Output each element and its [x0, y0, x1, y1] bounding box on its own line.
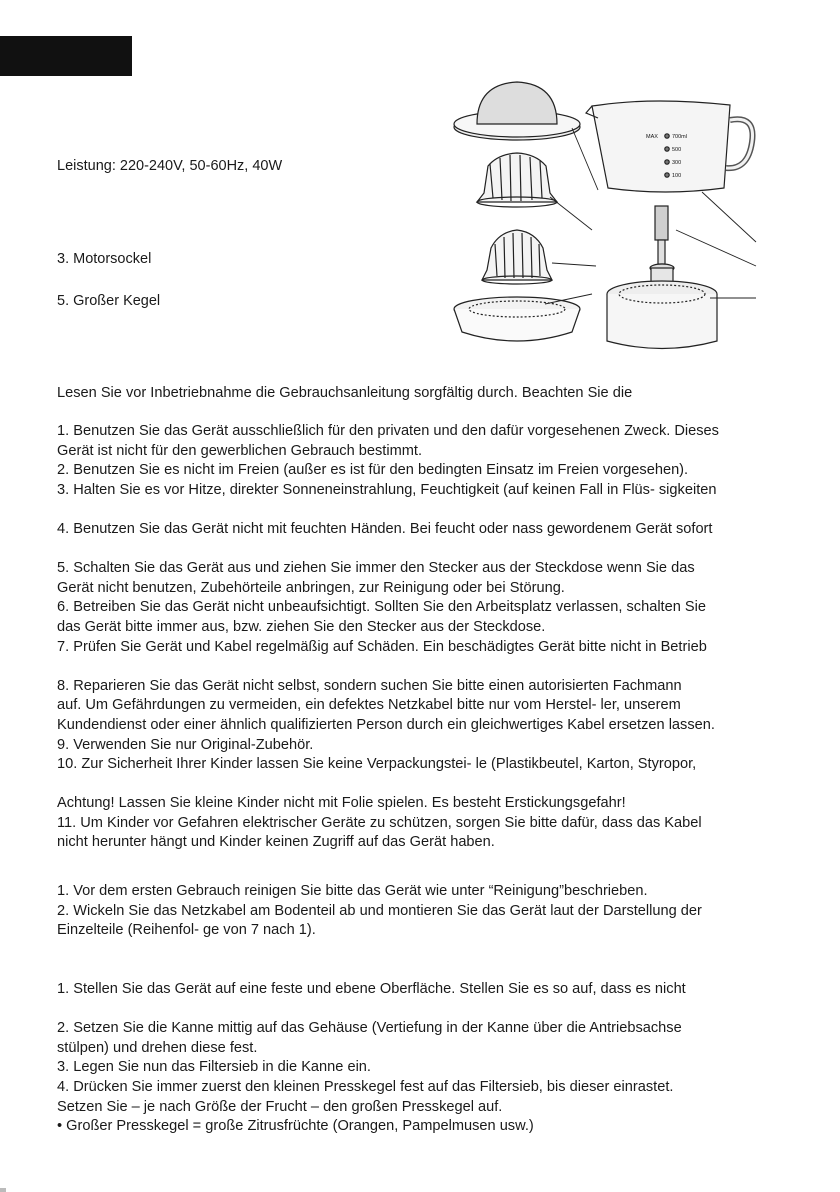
large-cone-part: [477, 153, 557, 207]
safety-line: 3. Halten Sie es vor Hitze, direkter Sonneneinstrahlung, Feuchtigkeit (auf keinen Fall in Flüs- sigkeiten: [57, 481, 717, 498]
usage-line: 1. Stellen Sie das Gerät auf eine feste und ebene Oberfläche. Stellen Sie es so auf, dass es nicht: [57, 981, 686, 997]
safety-instructions: [57, 422, 792, 853]
safety-line: 9. Verwenden Sie nur Original-Zubehör.: [57, 736, 314, 753]
safety-line: Kundendienst oder einer ähnlich qualifizierten Person durch ein gleichwertiges Kabel ersetzen lassen.: [57, 716, 715, 733]
lid-dome-part: [454, 82, 580, 140]
language-tab: [0, 36, 132, 76]
safety-line: Gerät nicht benutzen, Zubehörteile anbringen, zur Reinigung oder bei Störung.: [57, 579, 565, 596]
part-label-large-cone: 5. Großer Kegel: [57, 293, 161, 309]
setup-instructions: [57, 882, 792, 941]
usage-line: Setzen Sie – je nach Größe der Frucht – den großen Presskegel auf.: [57, 1098, 503, 1115]
small-cone-part: [482, 230, 552, 284]
part-label-motor-base: 3. Motorsockel: [57, 251, 152, 267]
usage-instructions: [57, 980, 792, 1137]
jug-scale-100: 100: [672, 173, 682, 179]
intro-paragraph: [57, 384, 792, 404]
jug-part: [586, 101, 753, 192]
usage-line: 2. Setzen Sie die Kanne mittig auf das Gehäuse (Vertiefung in der Kanne über die Antriebsachse: [57, 1020, 682, 1037]
usage-line: 3. Legen Sie nun das Filtersieb in die Kanne ein.: [57, 1059, 371, 1076]
filter-sieve-part: [454, 297, 580, 341]
usage-line: 4. Drücken Sie immer zuerst den kleinen Presskegel fest auf das Filtersieb, bis dieser einrastet.: [57, 1078, 674, 1095]
exploded-parts-diagram: [440, 80, 770, 360]
usage-line: • Großer Presskegel = große Zitrusfrüchte (Orangen, Pampelmusen usw.): [57, 1118, 534, 1135]
safety-line: 2. Benutzen Sie es nicht im Freien (außer es ist für den bedingten Einsatz im Freien vorgesehen).: [57, 462, 689, 479]
safety-line: 6. Betreiben Sie das Gerät nicht unbeaufsichtigt. Sollten Sie den Arbeitsplatz verlassen, schalten Sie: [57, 599, 706, 616]
safety-line: 11. Um Kinder vor Gefahren elektrischer Geräte zu schützen, sorgen Sie bitte dafür, dass das Kabel: [57, 814, 702, 831]
safety-line: 10. Zur Sicherheit Ihrer Kinder lassen Sie keine Verpackungstei- le (Plastikbeutel, Karton, Styropor,: [57, 756, 697, 773]
setup-line: 2. Wickeln Sie das Netzkabel am Bodenteil ab und montieren Sie das Gerät laut der Darstellung der: [57, 902, 702, 919]
safety-line: 1. Benutzen Sie das Gerät ausschließlich für den privaten und den dafür vorgesehenen Zweck. Dieses: [57, 423, 719, 439]
safety-line: Achtung! Lassen Sie kleine Kinder nicht mit Folie spielen. Es besteht Erstickungsgefahr!: [57, 795, 626, 812]
jug-scale-300: 300: [672, 160, 682, 166]
safety-line: Gerät ist nicht für den gewerblichen Gebrauch bestimmt.: [57, 442, 423, 459]
setup-line: 1. Vor dem ersten Gebrauch reinigen Sie bitte das Gerät wie unter “Reinigung”beschrieben.: [57, 883, 648, 899]
safety-line: das Gerät bitte immer aus, bzw. ziehen Sie den Stecker aus der Steckdose.: [57, 618, 546, 635]
safety-line: nicht herunter hängt und Kinder keinen Zugriff auf das Gerät haben.: [57, 834, 495, 851]
usage-line: stülpen) und drehen diese fest.: [57, 1039, 258, 1056]
intro-line: Lesen Sie vor Inbetriebnahme die Gebrauchsanleitung sorgfältig durch. Beachten Sie die: [57, 385, 633, 401]
jug-scale-max: MAX: [646, 134, 658, 140]
drive-shaft-part: [650, 206, 674, 282]
safety-line: 7. Prüfen Sie Gerät und Kabel regelmäßig auf Schäden. Ein beschädigtes Gerät bitte nicht in Betrieb: [57, 638, 707, 655]
setup-line: Einzelteile (Reihenfol- ge von 7 nach 1).: [57, 922, 316, 939]
safety-line: auf. Um Gefährdungen zu vermeiden, ein defektes Netzkabel bitte nur vom Herstel- ler, unserem: [57, 697, 681, 714]
safety-line: 8. Reparieren Sie das Gerät nicht selbst, sondern suchen Sie bitte einen autorisierten Fachmann: [57, 677, 682, 694]
jug-scale-500: 500: [672, 147, 682, 153]
safety-line: 5. Schalten Sie das Gerät aus und ziehen Sie immer den Stecker aus der Steckdose wenn Sie das: [57, 560, 695, 577]
motor-base-part: [607, 281, 717, 349]
spec-power: Leistung: 220-240V, 50-60Hz, 40W: [57, 158, 283, 174]
safety-line: 4. Benutzen Sie das Gerät nicht mit feuchten Händen. Bei feucht oder nass gewordenem Gerät sofort: [57, 520, 713, 537]
jug-scale-700: 700ml: [672, 134, 687, 140]
page-edge-mark: [0, 1188, 6, 1192]
